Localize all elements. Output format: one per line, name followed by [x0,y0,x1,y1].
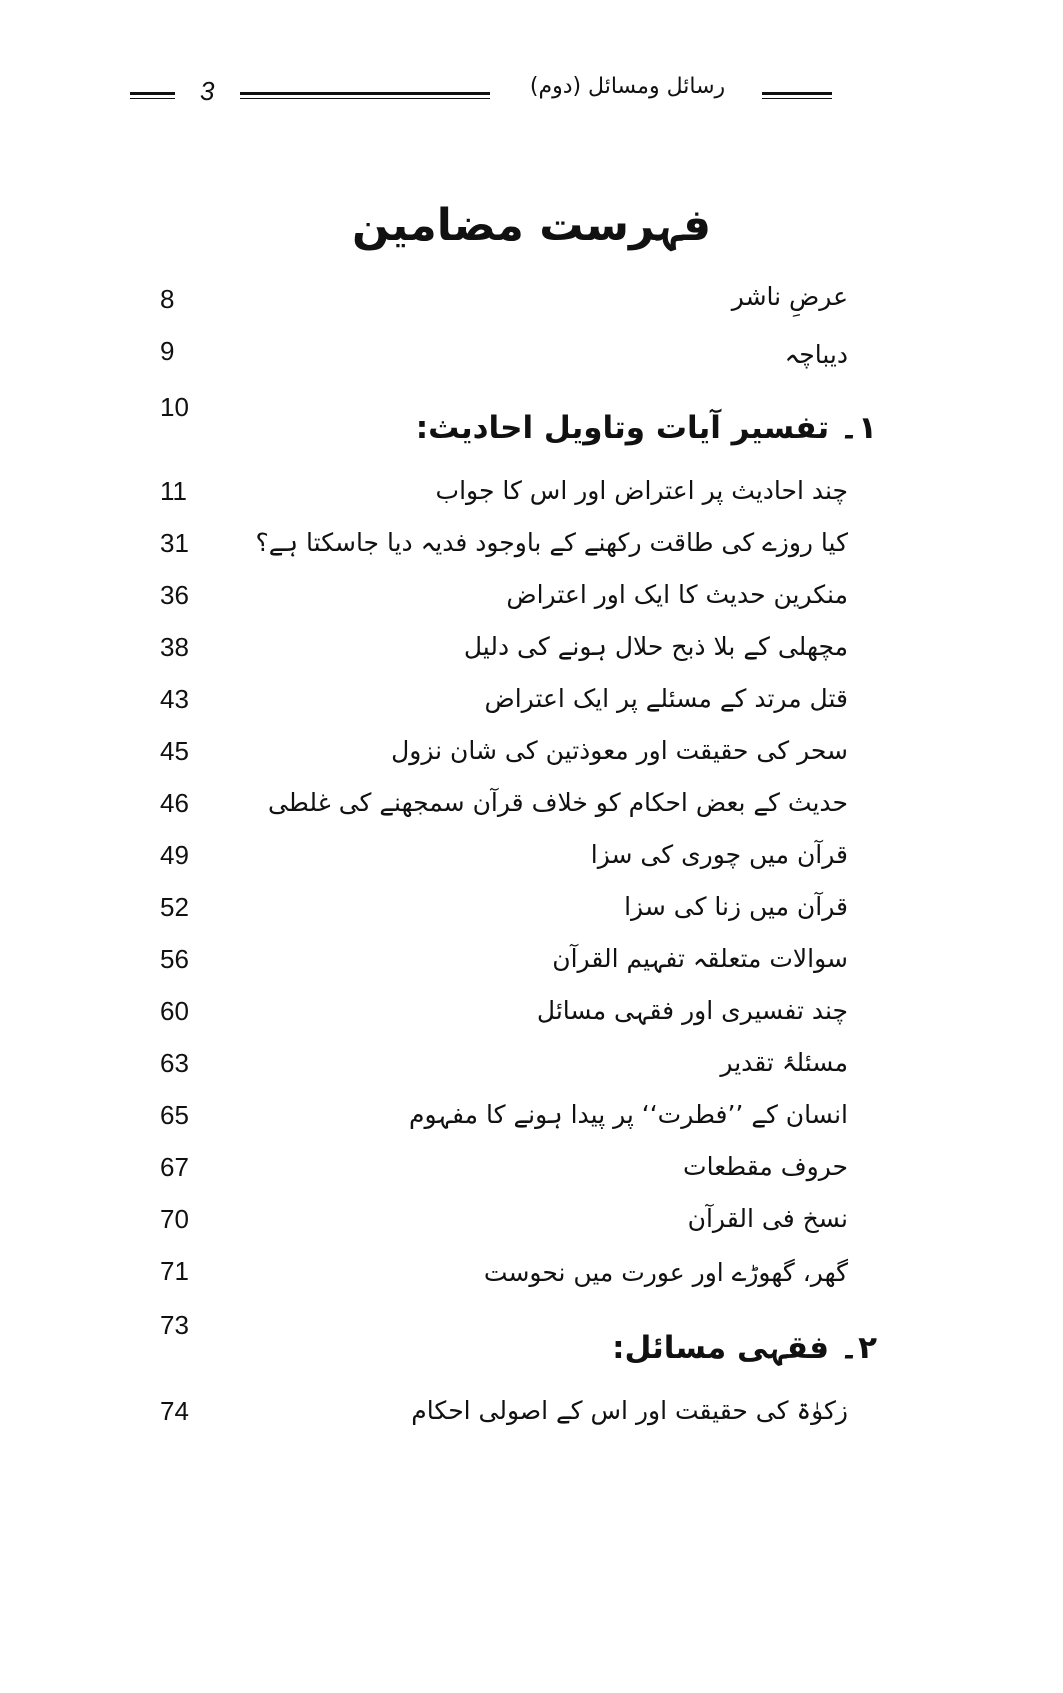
toc-entry-title: قتل مرتد کے مسئلے پر ایک اعتراض [484,684,848,713]
toc-entry-title: مچھلی کے بلا ذبح حلال ہونے کی دلیل [463,632,848,661]
toc-entry-title: قرآن میں زنا کی سزا [624,892,848,921]
toc-page-number: 43 [160,684,189,714]
toc-page-number: 67 [160,1152,189,1182]
toc-page-number: 49 [160,840,189,870]
toc-section-heading [0,388,1063,446]
toc-page-number: 52 [160,892,189,922]
toc-section-heading [0,1308,1063,1366]
toc-entry [0,630,1063,678]
toc-page-number: 9 [160,336,175,366]
toc-entry [0,994,1063,1042]
toc-page-number: 10 [160,392,189,422]
toc-page-number: 60 [160,996,189,1026]
page-header [130,74,960,114]
toc-entry-title: عرضِ ناشر [731,282,848,311]
toc-entry [0,578,1063,626]
toc-page-number: 36 [160,580,189,610]
toc-entry [0,890,1063,938]
toc-entry-title: قرآن میں چوری کی سزا [590,840,848,869]
toc-page-number: 74 [160,1396,189,1426]
toc-entry-title: مسئلۂ تقدیر [720,1048,848,1077]
toc-page-number: 8 [160,284,175,314]
toc-page-number: 11 [160,476,187,506]
toc-page-number: 70 [160,1204,189,1234]
toc-entry [0,1150,1063,1198]
toc-section-title: ۲۔ فقہی مسائل: [612,1330,877,1366]
toc-entry [0,682,1063,730]
toc-entry [0,334,1063,382]
header-rule-middle [240,92,490,99]
toc-entry [0,734,1063,782]
toc-entry [0,1394,1063,1442]
page-title: فہرست مضامین [351,200,712,251]
toc-entry [0,942,1063,990]
toc-entry [0,1254,1063,1302]
toc-entry [0,838,1063,886]
toc-page-number: 45 [160,736,189,766]
header-rule-left [130,92,175,99]
toc-entry [0,786,1063,834]
toc-page-number: 46 [160,788,189,818]
toc-entry-title: نسخ فی القرآن [687,1204,848,1233]
toc-entry [0,1098,1063,1146]
toc-entry-title: دیباچہ [784,340,848,369]
toc-page-number: 65 [160,1100,189,1130]
toc-page-number: 73 [160,1310,189,1340]
toc-page-number: 56 [160,944,189,974]
toc-entry-title: حروف مقطعات [683,1152,848,1181]
toc-entry-title: چند احادیث پر اعتراض اور اس کا جواب [435,476,848,505]
toc-entry-title: سوالات متعلقہ تفہیم القرآن [552,944,848,973]
header-rule-right [762,92,832,99]
toc-entry [0,526,1063,574]
toc-page-number: 31 [160,528,189,558]
toc-entry [0,1202,1063,1250]
toc-entry-title: منکرین حدیث کا ایک اور اعتراض [506,580,848,609]
toc-entry-title: گھر، گھوڑے اور عورت میں نحوست [483,1258,848,1287]
toc-entry [0,278,1063,326]
toc-page-number: 71 [160,1256,189,1286]
page-number: 3 [200,76,215,106]
toc-entry-title: انسان کے ’’فطرت‘‘ پر پیدا ہونے کا مفہوم [408,1100,848,1129]
toc-entry-title: کیا روزے کی طاقت رکھنے کے باوجود فدیہ دیا جاسکتا ہے؟ [255,528,848,557]
toc-entry-title: چند تفسیری اور فقہی مسائل [536,996,848,1025]
toc-section-title: ۱۔ تفسیر آیات وتاویل احادیث: [415,410,877,446]
running-book-title: رسائل ومسائل (دوم) [529,74,726,99]
toc-entry [0,474,1063,522]
toc-entry-title: سحر کی حقیقت اور معوذتین کی شان نزول [391,736,848,765]
toc-entry-title: حدیث کے بعض احکام کو خلاف قرآن سمجھنے کی غلطی [268,788,848,817]
toc-page-number: 63 [160,1048,189,1078]
toc-entry-title: زکوٰۃ کی حقیقت اور اس کے اصولی احکام [411,1396,848,1425]
toc-entry [0,1046,1063,1094]
toc-page-number: 38 [160,632,189,662]
